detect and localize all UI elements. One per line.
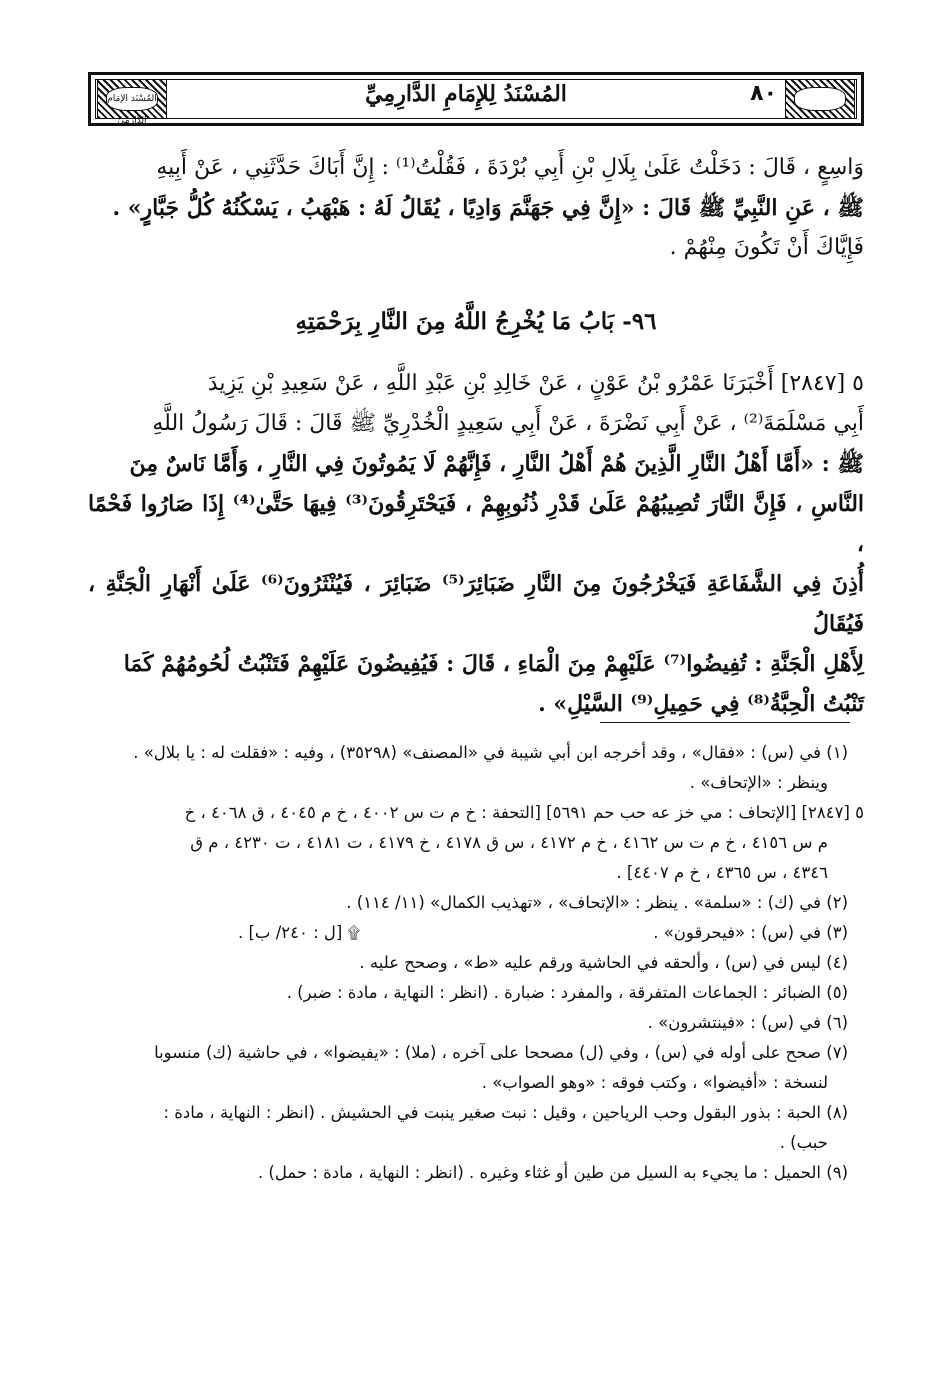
text-line: النَّاسِ ، فَإِنَّ النَّارَ تُصِيبُهُمْ عَلَىٰ قَدْرِ ذُنُوبِهِمْ ، فَيَحْتَرِقُونَ⁽³⁾ فِيهَا حَتَّىٰ⁽⁴⁾ إِذَا صَارُوا فَحْمًا ، bbox=[88, 491, 865, 557]
ornament-right bbox=[785, 79, 855, 119]
footnote-row bbox=[88, 918, 864, 948]
text-line: وَاسِعٍ ، قَالَ : دَخَلْتُ عَلَىٰ بِلَالِ بْنِ أَبِي بُرْدَةَ ، فَقُلْتُ⁽¹⁾ : إِنَّ أَبَاكَ حَدَّثَنِي ، عَنْ أَبِيهِ bbox=[156, 155, 864, 180]
text-line: تَنْبُتُ الْحِبَّةُ⁽⁸⁾ فِي حَمِيلِ⁽⁹⁾ السَّيْلِ» . bbox=[538, 691, 864, 717]
takhrij-line: ٥ [٢٨٤٧] [الإتحاف : مي خز عه حب حم ٥٦٩١] [التحفة : خ م ت س ٤٠٠٢ ، خ م ٤٠٤٥ ، ق ٤٠٦٨ ، خ bbox=[184, 803, 864, 822]
footnote-8-cont: حبب) . bbox=[779, 1133, 828, 1152]
takhrij-line: ٤٣٤٦ ، س ٤٣٦٥ ، خ م ٤٤٠٧] . bbox=[616, 863, 828, 882]
page-number: ٨٠ bbox=[750, 81, 777, 106]
paragraph-1 bbox=[88, 148, 864, 268]
text-line: ٥ [٢٨٤٧] أَخْبَرَنَا عَمْرُو بْنُ عَوْنٍ ، عَنْ خَالِدِ بْنِ عَبْدِ اللَّهِ ، عَنْ سَعِيدِ بْنِ يَزِيدَ bbox=[207, 371, 864, 396]
hadith-2847 bbox=[88, 364, 864, 724]
footnote-5: (٥) الضبائر : الجماعات المتفرقة ، والمفرد : ضبارة . (انظر : النهاية ، مادة : ضبر) . bbox=[286, 983, 848, 1002]
text-line: أَبِي مَسْلَمَةَ⁽²⁾ ، عَنْ أَبِي نَضْرَةَ ، عَنْ أَبِي سَعِيدٍ الْخُدْرِيِّ ﷺ قَالَ : قَالَ رَسُولُ اللَّهِ bbox=[152, 411, 864, 436]
footnote-7: (٧) صحح على أوله في (س) ، وفي (ل) مصححا على آخره ، (ملا) : «يفيضوا» ، في حاشية (ك) منسوبا bbox=[154, 1043, 848, 1062]
footnote-6: (٦) في (س) : «فينتشرون» . bbox=[647, 1013, 848, 1032]
footnote-3: (٣) في (س) : «فيحرقون» . bbox=[653, 923, 848, 942]
text-line: ﷺ : «أَمَّا أَهْلُ النَّارِ الَّذِينَ هُمْ أَهْلُ النَّارِ ، فَإِنَّهُمْ لَا يَمُوتُونَ فِي النَّارِ ، وَأَمَّا نَاسٌ مِنَ bbox=[129, 451, 864, 477]
footnote-1-cont: وينظر : «الإتحاف» . bbox=[689, 773, 828, 792]
chapter-heading: ٩٦- بَابُ مَا يُخْرِجُ اللَّهُ مِنَ النَّارِ بِرَحْمَتِهِ bbox=[295, 308, 657, 335]
footnote-7-cont: لنسخة : «أفيضوا» ، وكتب فوقه : «وهو الصواب» . bbox=[481, 1073, 828, 1092]
text-line: ﷺ ، عَنِ النَّبِيِّ ﷺ قَالَ : «إِنَّ فِي جَهَنَّمَ وَادِيًا ، يُقَالُ لَهُ : هَبْهَبُ ، يَسْكُنُهُ كُلُّ جَبَّارٍ» . bbox=[112, 195, 864, 221]
takhrij-line: م س ٤١٥٦ ، خ م ت س ٤١٦٢ ، خ م ٤١٧٢ ، س ق ٤١٧٨ ، خ ٤١٧٩ ، ت ٤١٨١ ، ت ٤٢٣٠ ، م ق bbox=[190, 833, 828, 852]
footnote-8: (٨) الحبة : بذور البقول وحب الرياحين ، وقيل : نبت صغير ينبت في الحشيش . (انظر : النهاية ، مادة : bbox=[163, 1103, 848, 1122]
ornament-right-label bbox=[794, 87, 846, 111]
ornament-left-label: المُسْنَد الإمَام الدَّارِمِيّ bbox=[106, 87, 158, 111]
page-header bbox=[88, 72, 864, 126]
text-line: لِأَهْلِ الْجَنَّةِ : تُفِيضُوا⁽⁷⁾ عَلَيْهِمْ مِنَ الْمَاءِ ، قَالَ : فَيُفِيضُونَ عَلَيْهِمْ فَتَنْبُتُ لُحُومُهُمْ كَمَا bbox=[123, 651, 864, 677]
ornament-left bbox=[97, 79, 167, 126]
text-line: فَإِيَّاكَ أَنْ تَكُونَ مِنْهُمْ . bbox=[669, 235, 864, 260]
footnote-1: (١) في (س) : «فقال» ، وقد أخرجه ابن أبي شيبة في «المصنف» (٣٥٢٩٨) ، وفيه : «فقلت له : يا بلال» . bbox=[133, 743, 848, 762]
footnote-4: (٤) ليس في (س) ، وألحقه في الحاشية ورقم عليه «ط» ، وصحح عليه . bbox=[359, 953, 848, 972]
folio-marker: ۩ [ل : ٢٤٠/ ب] . bbox=[238, 923, 361, 942]
text-line: أُذِنَ فِي الشَّفَاعَةِ فَيَخْرُجُونَ مِنَ النَّارِ ضَبَائِرَ⁽⁵⁾ ضَبَائِرَ ، فَيُنْثَرُونَ⁽⁶⁾ عَلَىٰ أَنْهَارِ الْجَنَّةِ ، فَيُقَالُ bbox=[88, 571, 864, 637]
footnote-divider bbox=[600, 722, 850, 723]
book-title: المُسْنَدُ لِلإِمَامِ الدَّارِمِيِّ bbox=[365, 81, 567, 107]
footnotes bbox=[88, 738, 864, 1188]
footnote-2: (٢) في (ك) : «سلمة» . ينظر : «الإتحاف» ، «تهذيب الكمال» (١١/ ١١٤) . bbox=[346, 893, 848, 912]
footnote-9: (٩) الحميل : ما يجيء به السيل من طين أو غثاء وغيره . (انظر : النهاية ، مادة : حمل) . bbox=[257, 1163, 848, 1182]
